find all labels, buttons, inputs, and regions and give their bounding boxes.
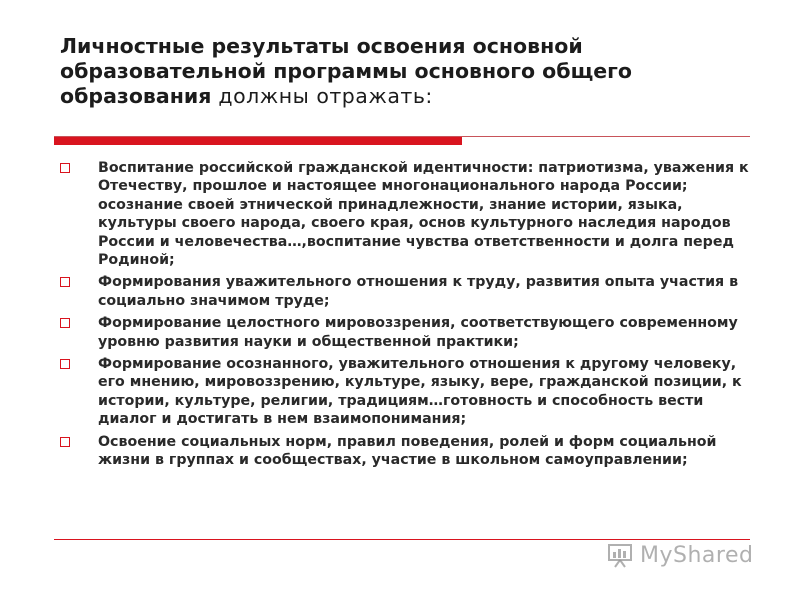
bullet-item xyxy=(60,355,750,429)
bullet-item xyxy=(60,314,750,351)
square-bullet-icon xyxy=(60,277,70,287)
bullet-text: Воспитание российской гражданской идентичности: патриотизма, уважения к Отечеству, прошлое и настоящее многонационального народа России; осознание своей этнической принадлежности, знание истории, языка, культуры своего народа, своего края, основ культурного наследия народов России и человечества…,воспитание чувства ответственности и долга перед Родиной; xyxy=(98,160,749,269)
bullet-text: Формирования уважительного отношения к труду, развития опыта участия в социально значимом труде; xyxy=(98,274,739,309)
square-bullet-icon xyxy=(60,437,70,447)
bullet-text: Освоение социальных норм, правил поведения, ролей и форм социальной жизни в группах и сообществах, участие в школьном самоуправлении; xyxy=(98,433,717,469)
square-bullet-icon xyxy=(60,163,70,173)
title-line-3 xyxy=(60,84,760,109)
bullet-text: Формирование осознанного, уважительного отношения к другому человеку, его мнению, мировоззрению, культуре, языку, вере, гражданской позиции, к истории, культуре, религии, традициям…готовность и способность вести диалог и достигать в нем взаимопонимания; xyxy=(98,356,742,428)
square-bullet-icon xyxy=(60,359,70,369)
bullet-text: Формирование целостного мировоззрения, соответствующего современному уровню развития науки и общественной практики; xyxy=(98,315,738,350)
bullet-item xyxy=(60,273,750,310)
bullet-item xyxy=(60,159,750,269)
myshared-watermark xyxy=(606,540,766,570)
title-accent-bar xyxy=(54,137,462,145)
watermark-text: MyShared xyxy=(640,542,754,568)
myshared-logo-icon xyxy=(606,542,634,568)
title-line-3-rest: должны отражать: xyxy=(211,84,433,108)
title-line-2: образовательной программы основного общего xyxy=(60,59,632,83)
slide-title xyxy=(60,34,760,109)
square-bullet-icon xyxy=(60,318,70,328)
bullet-list xyxy=(60,159,750,474)
bullet-item xyxy=(60,433,750,470)
title-line-3-bold: образования xyxy=(60,84,212,108)
title-line-1: Личностные результаты освоения основной xyxy=(60,34,583,58)
